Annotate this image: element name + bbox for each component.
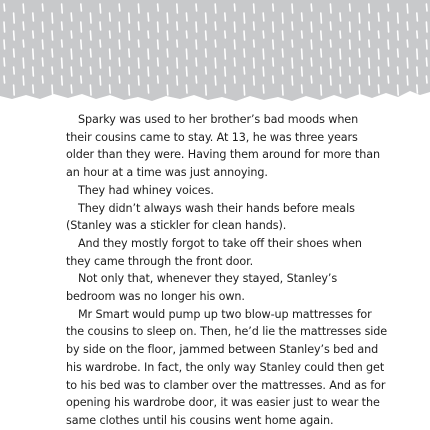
dash-mark	[119, 22, 120, 32]
dash-mark	[167, 13, 168, 23]
dash-mark	[4, 40, 5, 49]
dash-mark	[62, 40, 63, 47]
dash-mark	[225, 85, 226, 93]
dash-mark	[426, 76, 427, 83]
dash-mark	[71, 13, 72, 21]
dash-mark	[62, 22, 63, 30]
dash-mark	[340, 85, 341, 93]
dash-mark	[282, 49, 283, 57]
dash-mark	[359, 67, 360, 74]
dash-mark	[81, 22, 82, 32]
dash-mark	[340, 13, 341, 21]
dash-mark	[311, 58, 312, 66]
story-line: the cousins to sleep on. Then, he’d lie the mattresses side	[66, 325, 388, 339]
dash-mark	[330, 22, 331, 30]
dash-mark	[215, 76, 216, 85]
dash-mark	[302, 31, 303, 38]
dash-mark	[417, 31, 418, 38]
dash-mark	[398, 13, 399, 23]
dash-mark	[330, 76, 331, 85]
dash-mark	[138, 40, 139, 47]
dash-mark	[263, 85, 264, 93]
dash-mark	[292, 58, 293, 68]
dash-mark	[282, 85, 283, 95]
dash-mark	[292, 22, 293, 30]
dash-mark	[311, 76, 312, 83]
dash-mark	[378, 13, 379, 21]
dash-mark	[254, 58, 255, 68]
dash-mark	[292, 4, 293, 13]
dash-mark	[244, 67, 245, 74]
dash-mark	[273, 58, 274, 66]
dash-mark	[100, 40, 101, 47]
dash-mark	[292, 40, 293, 47]
story-line: bedroom was no longer his own.	[66, 290, 245, 304]
dash-mark	[234, 58, 235, 66]
dash-mark	[407, 40, 408, 47]
dash-mark	[177, 40, 178, 47]
dash-mark	[167, 49, 168, 57]
dash-mark	[110, 31, 111, 38]
dash-mark	[138, 58, 139, 68]
dash-mark	[254, 40, 255, 47]
dash-mark	[186, 49, 187, 59]
dash-mark	[263, 31, 264, 38]
dash-mark	[42, 76, 43, 83]
dash-mark	[359, 13, 360, 23]
dash-mark	[254, 4, 255, 13]
dash-mark	[42, 40, 43, 49]
dash-mark	[225, 13, 226, 21]
dash-mark	[388, 4, 389, 11]
dash-mark	[33, 31, 34, 38]
story-line: an hour at a time was just annoying.	[66, 166, 268, 180]
dash-mark	[321, 49, 322, 57]
dash-mark	[148, 31, 149, 38]
dash-mark	[426, 40, 427, 49]
dash-mark	[177, 4, 178, 13]
dash-mark	[254, 76, 255, 85]
dash-mark	[388, 22, 389, 32]
dash-mark	[215, 22, 216, 30]
dash-mark	[350, 4, 351, 11]
dash-mark	[244, 31, 245, 40]
dash-mark	[186, 85, 187, 93]
dash-mark	[23, 76, 24, 85]
dash-mark	[71, 49, 72, 59]
story-line: his wardrobe. In fact, the only way Stanley could then get	[66, 360, 385, 374]
dash-mark	[186, 67, 187, 76]
dash-mark	[4, 4, 5, 11]
story-text	[66, 111, 386, 430]
dash-mark	[417, 13, 418, 21]
dash-mark	[158, 58, 159, 66]
dash-mark	[302, 49, 303, 59]
dash-mark	[177, 58, 178, 68]
dash-mark	[110, 85, 111, 93]
dash-mark	[90, 67, 91, 74]
dash-mark	[167, 67, 168, 74]
story-line: opening his wardrobe door, it was easier just to wear the	[66, 396, 380, 410]
story-line: their cousins came to stay. At 13, he was three years	[66, 130, 358, 144]
story-line: Sparky was used to her brother’s bad moods when	[78, 113, 359, 126]
dash-mark	[100, 76, 101, 85]
story-line: older than they were. Having them around for more than	[66, 148, 380, 162]
torn-paper-band	[0, 0, 430, 101]
dash-mark	[14, 67, 15, 74]
dash-mark	[14, 49, 15, 57]
dash-mark	[234, 22, 235, 32]
dash-mark	[263, 13, 264, 21]
dash-mark	[186, 13, 187, 21]
dash-mark	[369, 22, 370, 30]
dash-mark	[33, 49, 34, 59]
dash-mark	[62, 4, 63, 13]
dash-mark	[206, 31, 207, 40]
dash-mark	[321, 13, 322, 23]
story-line: they came through the front door.	[66, 254, 254, 268]
story-paragraph	[66, 270, 386, 305]
dash-mark	[282, 31, 283, 40]
dash-mark	[62, 58, 63, 68]
dash-mark	[42, 58, 43, 66]
dash-mark	[177, 76, 178, 85]
dash-mark	[244, 85, 245, 95]
dash-mark	[234, 4, 235, 11]
dash-mark	[196, 4, 197, 11]
dash-mark	[167, 85, 168, 95]
dash-mark	[244, 49, 245, 57]
dash-mark	[206, 67, 207, 74]
dash-mark	[14, 85, 15, 95]
dash-mark	[138, 76, 139, 85]
dash-mark	[110, 13, 111, 21]
dash-mark	[148, 85, 149, 93]
dash-mark	[148, 49, 149, 59]
dash-mark	[186, 31, 187, 38]
dash-mark	[417, 49, 418, 59]
dash-mark	[311, 22, 312, 32]
dash-mark	[23, 22, 24, 30]
dash-mark	[321, 31, 322, 40]
dash-mark	[350, 40, 351, 49]
dash-mark	[330, 4, 331, 13]
dash-mark	[407, 76, 408, 85]
dash-mark	[138, 22, 139, 30]
dash-mark	[100, 4, 101, 13]
dash-mark	[42, 22, 43, 32]
dash-mark	[158, 4, 159, 11]
dash-mark	[215, 4, 216, 13]
dash-mark	[129, 31, 130, 40]
dash-mark	[158, 40, 159, 49]
dash-mark	[369, 4, 370, 13]
dash-mark	[196, 58, 197, 66]
dash-mark	[359, 49, 360, 57]
dash-mark	[273, 22, 274, 32]
story-line: Not only that, whenever they stayed, Stanley’s	[78, 272, 338, 286]
dash-mark	[158, 22, 159, 32]
dash-mark	[119, 40, 120, 49]
dash-mark	[234, 76, 235, 83]
dash-mark	[110, 49, 111, 59]
dash-mark	[340, 49, 341, 59]
dash-mark	[90, 13, 91, 23]
dash-mark	[90, 85, 91, 95]
dash-mark	[129, 49, 130, 57]
dash-mark	[52, 49, 53, 57]
dash-mark	[158, 76, 159, 83]
dash-mark	[119, 58, 120, 66]
dash-mark	[90, 31, 91, 40]
dash-mark	[71, 31, 72, 38]
story-paragraph	[66, 306, 386, 430]
dash-mark	[417, 67, 418, 76]
dash-mark	[359, 31, 360, 40]
dash-mark	[350, 22, 351, 32]
dash-mark	[206, 13, 207, 23]
dash-mark	[426, 58, 427, 66]
dash-mark	[350, 76, 351, 83]
dash-mark	[398, 85, 399, 95]
dash-mark	[330, 58, 331, 68]
dash-mark	[215, 58, 216, 68]
dash-mark	[417, 85, 418, 93]
story-line: They didn’t always wash their hands before meals	[78, 201, 355, 215]
dash-mark	[4, 58, 5, 66]
story-paragraph	[66, 235, 386, 270]
dash-mark	[273, 76, 274, 83]
dash-mark	[206, 49, 207, 57]
dash-mark	[81, 40, 82, 49]
dash-mark	[215, 40, 216, 47]
dash-mark	[388, 40, 389, 49]
story-paragraph	[66, 182, 386, 200]
dash-mark	[302, 67, 303, 76]
dash-mark	[398, 49, 399, 57]
dash-mark	[378, 85, 379, 93]
dash-mark	[426, 22, 427, 32]
story-line: to his bed was to clamber over the mattresses. And as for	[66, 378, 386, 392]
dash-mark	[42, 4, 43, 11]
dash-mark	[81, 76, 82, 83]
dash-mark	[167, 31, 168, 40]
dash-mark	[119, 4, 120, 11]
dash-mark	[196, 22, 197, 32]
dash-mark	[388, 58, 389, 66]
dash-mark	[71, 85, 72, 93]
story-line: (Stanley was a stickler for clean hands).	[66, 219, 287, 233]
story-line: by side on the floor, jammed between Stanley’s bed and	[66, 343, 379, 357]
dash-mark	[81, 58, 82, 66]
dash-mark	[225, 67, 226, 76]
dash-mark	[407, 22, 408, 30]
dash-mark	[407, 58, 408, 68]
dash-mark	[369, 40, 370, 47]
dash-mark	[129, 13, 130, 23]
dash-mark	[359, 85, 360, 95]
dash-mark	[196, 76, 197, 83]
dash-mark	[378, 67, 379, 76]
dash-mark	[369, 58, 370, 68]
dash-mark	[62, 76, 63, 85]
dash-mark	[225, 49, 226, 59]
dash-mark	[244, 13, 245, 23]
dash-mark	[52, 13, 53, 23]
dash-mark	[129, 85, 130, 95]
dash-mark	[302, 13, 303, 21]
dash-mark	[71, 67, 72, 76]
dash-mark	[263, 67, 264, 76]
dash-mark	[14, 31, 15, 40]
dash-mark	[23, 58, 24, 68]
dash-mark	[196, 40, 197, 49]
dash-mark	[206, 85, 207, 95]
dash-mark	[282, 67, 283, 74]
dash-mark	[33, 13, 34, 21]
decorative-header-band	[0, 0, 430, 112]
dash-mark	[426, 4, 427, 11]
dash-mark	[340, 31, 341, 38]
dash-mark	[52, 67, 53, 74]
dash-mark	[148, 13, 149, 21]
dash-mark	[350, 58, 351, 66]
dash-mark	[100, 22, 101, 30]
dash-mark	[81, 4, 82, 11]
dash-mark	[407, 4, 408, 13]
story-paragraph	[66, 111, 386, 182]
dash-mark	[148, 67, 149, 76]
dash-mark	[23, 40, 24, 47]
dash-mark	[282, 13, 283, 23]
dash-mark	[14, 13, 15, 23]
dash-mark	[340, 67, 341, 76]
dash-mark	[90, 49, 91, 57]
dash-mark	[129, 67, 130, 74]
dash-mark	[52, 31, 53, 40]
dash-mark	[378, 31, 379, 38]
dash-mark	[263, 49, 264, 59]
dash-mark	[398, 31, 399, 40]
dash-mark	[23, 4, 24, 13]
story-line: And they mostly forgot to take off their shoes when	[78, 236, 362, 250]
story-line: same clothes until his cousins went home again.	[66, 413, 334, 427]
dash-mark	[273, 40, 274, 49]
dash-mark	[321, 67, 322, 74]
dash-mark	[225, 31, 226, 38]
dash-mark	[378, 49, 379, 59]
dash-mark	[52, 85, 53, 95]
dash-mark	[110, 67, 111, 76]
dash-mark	[4, 76, 5, 83]
dash-mark	[292, 76, 293, 85]
story-line: Mr Smart would pump up two blow-up mattresses for	[78, 307, 372, 321]
dash-mark	[254, 22, 255, 30]
dash-mark	[398, 67, 399, 74]
dash-mark	[234, 40, 235, 49]
dash-mark	[311, 40, 312, 49]
dash-mark	[388, 76, 389, 83]
dash-mark	[302, 85, 303, 93]
dash-mark	[311, 4, 312, 11]
dash-mark	[330, 40, 331, 47]
dash-mark	[100, 58, 101, 68]
dash-mark	[369, 76, 370, 85]
dash-mark	[119, 76, 120, 83]
dash-mark	[4, 22, 5, 32]
story-line: They had whiney voices.	[78, 183, 214, 197]
story-paragraph	[66, 200, 386, 235]
dash-mark	[177, 22, 178, 30]
dash-mark	[138, 4, 139, 13]
dash-mark	[33, 67, 34, 76]
dash-mark	[33, 85, 34, 93]
dash-mark	[321, 85, 322, 95]
dash-mark	[273, 4, 274, 11]
